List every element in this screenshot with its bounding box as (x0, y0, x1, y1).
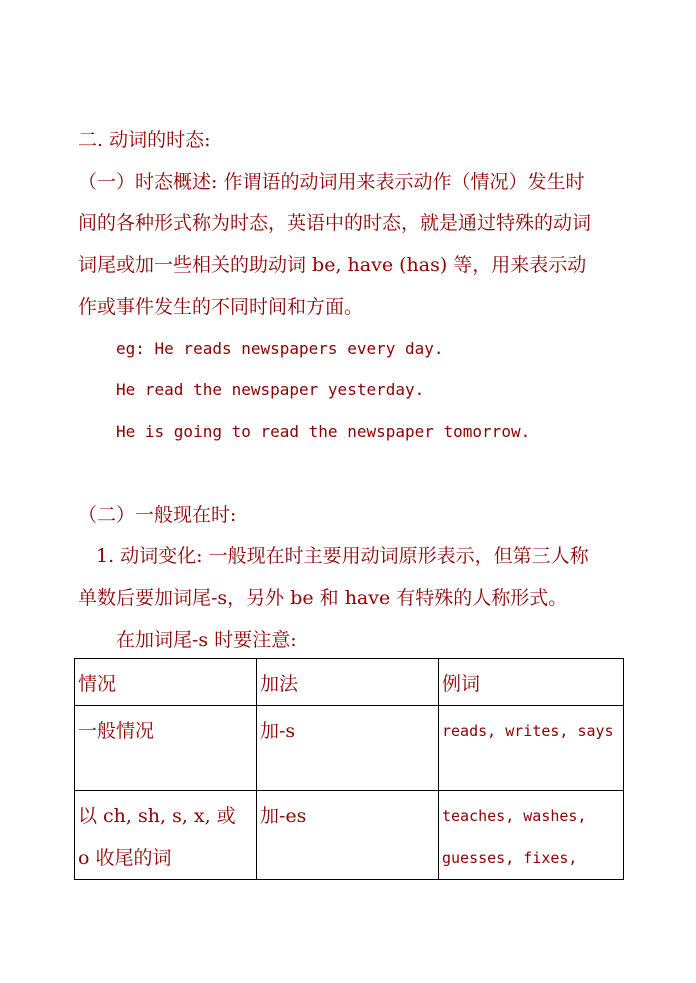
suffix-note: 在加词尾-s 时要注意: (116, 629, 297, 651)
overview-line-2: 间的各种形式称为时态，英语中的时态，就是通过特殊的动词 (78, 212, 592, 234)
verb-change-line-1: 1. 动词变化: 一般现在时主要用动词原形表示，但第三人称 (96, 545, 589, 567)
example-sentence-1: eg: He reads newspapers every day. (116, 339, 444, 358)
overview-line-4: 作或事件发生的不同时间和方面。 (78, 296, 364, 318)
cell-method: 加-s (257, 706, 439, 791)
header-cell-situation: 情况 (75, 659, 257, 706)
overview-line-1: （一）时态概述: 作谓语的动词用来表示动作（情况）发生时 (78, 171, 585, 193)
table-header-row (75, 659, 624, 706)
present-tense-heading: （二）一般现在时: (78, 504, 237, 526)
header-cell-examples: 例词 (439, 659, 624, 706)
cell-method: 加-es (257, 791, 439, 880)
section-heading: 二. 动词的时态: (78, 129, 211, 151)
suffix-rules-table (74, 658, 624, 880)
overview-line-3: 词尾或加一些相关的助动词 be, have (has) 等，用来表示动 (78, 254, 587, 276)
header-cell-method: 加法 (257, 659, 439, 706)
cell-situation: 一般情况 (75, 706, 257, 791)
example-sentence-3: He is going to read the newspaper tomorrow. (116, 422, 531, 441)
cell-examples: reads, writes, says (439, 706, 624, 791)
verb-change-line-2: 单数后要加词尾-s，另外 be 和 have 有特殊的人称形式。 (78, 587, 568, 609)
cell-situation: 以 ch, sh, s, x, 或 o 收尾的词 (75, 791, 257, 880)
cell-examples: teaches, washes, guesses, fixes, (439, 791, 624, 880)
table-row (75, 791, 624, 880)
example-sentence-2: He read the newspaper yesterday. (116, 380, 425, 399)
table-row (75, 706, 624, 791)
